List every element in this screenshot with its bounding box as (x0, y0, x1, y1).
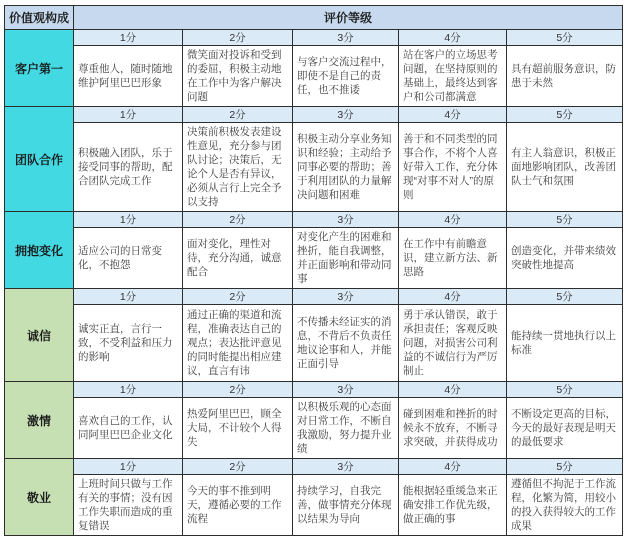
rating-desc-cell: 遵循但不拘泥于工作流程，化繁为简，用较小的投入获得较大的工作成果 (507, 475, 623, 536)
score-level-cell: 4分 (399, 107, 507, 123)
desc-row-dedication (5, 475, 623, 536)
value-label-teamwork: 团队合作 (5, 107, 74, 212)
desc-row-teamwork (5, 123, 623, 212)
score-level-cell: 3分 (293, 212, 399, 228)
score-level-cell: 2分 (183, 382, 293, 398)
score-row-embrace-change (5, 212, 623, 228)
rating-desc-cell: 站在客户的立场思考问题，在坚持原则的基础上，最终达到客户和公司都满意 (399, 46, 507, 107)
rating-desc-cell: 适应公司的日常变化，不抱怨 (74, 228, 183, 289)
desc-row-embrace-change (5, 228, 623, 289)
score-level-cell: 4分 (399, 459, 507, 475)
rating-desc-cell: 不传播未经证实的消息，不背后不负责任地议论事和人，并能正面引导 (293, 305, 399, 382)
desc-row-customer-first (5, 46, 623, 107)
rating-desc-cell: 决策前积极发表建设性意见，充分参与团队讨论；决策后，无论个人是否有异议，必须从言行上完全予以支持 (183, 123, 293, 212)
rating-desc-cell: 面对变化，理性对待，充分沟通，诚意配合 (183, 228, 293, 289)
rating-desc-cell: 碰到困难和挫折的时候永不放弃，不断寻求突破，并获得成功 (399, 398, 507, 459)
rating-desc-cell: 尊重他人，随时随地维护阿里巴巴形象 (74, 46, 183, 107)
rating-desc-cell: 持续学习，自我完善，做事情充分体现以结果为导向 (293, 475, 399, 536)
score-level-cell: 5分 (507, 289, 623, 305)
rating-desc-cell: 上班时间只做与工作有关的事情；没有因工作失职而造成的重复错误 (74, 475, 183, 536)
rating-desc-cell: 有主人翁意识，积极正面地影响团队，改善团队士气和氛围 (507, 123, 623, 212)
score-row-customer-first (5, 30, 623, 46)
score-level-cell: 4分 (399, 289, 507, 305)
dimension-header-cell: 价值观构成 (5, 6, 74, 30)
rating-desc-cell: 对变化产生的困难和挫折，能自我调整，并正面影响和带动同事 (293, 228, 399, 289)
rating-desc-cell: 能持续一贯地执行以上标准 (507, 305, 623, 382)
rating-desc-cell: 以积极乐观的心态面对日常工作，不断自我激励，努力提升业绩 (293, 398, 399, 459)
score-level-cell: 1分 (74, 382, 183, 398)
rating-header-cell: 评价等级 (74, 6, 623, 30)
score-level-cell: 1分 (74, 289, 183, 305)
value-label-embrace-change: 拥抱变化 (5, 212, 74, 289)
score-level-cell: 5分 (507, 107, 623, 123)
score-level-cell: 1分 (74, 212, 183, 228)
rating-desc-cell: 不断设定更高的目标，今天的最好表现是明天的最低要求 (507, 398, 623, 459)
score-level-cell: 1分 (74, 107, 183, 123)
rating-desc-cell: 今天的事不推到明天，遵循必要的工作流程 (183, 475, 293, 536)
desc-row-integrity (5, 305, 623, 382)
rating-desc-cell: 勇于承认错误，敢于承担责任；客观反映问题，对损害公司利益的不诚信行为严厉制止 (399, 305, 507, 382)
score-level-cell: 2分 (183, 289, 293, 305)
score-level-cell: 3分 (293, 459, 399, 475)
rating-desc-cell: 在工作中有前瞻意识，建立新方法、新思路 (399, 228, 507, 289)
score-level-cell: 5分 (507, 30, 623, 46)
score-level-cell: 5分 (507, 382, 623, 398)
rating-desc-cell: 通过正确的渠道和流程，准确表达自己的观点；表达批评意见的同时能提出相应建议，直言有讳 (183, 305, 293, 382)
value-label-integrity: 诚信 (5, 289, 74, 382)
score-level-cell: 2分 (183, 459, 293, 475)
score-level-cell: 4分 (399, 382, 507, 398)
score-level-cell: 3分 (293, 289, 399, 305)
value-label-dedication: 敬业 (5, 459, 74, 536)
rating-desc-cell: 热爱阿里巴巴，顾全大局，不计较个人得失 (183, 398, 293, 459)
value-label-passion: 激情 (5, 382, 74, 459)
score-level-cell: 5分 (507, 212, 623, 228)
score-level-cell: 3分 (293, 382, 399, 398)
table-header-row (5, 6, 623, 30)
rating-desc-cell: 创造变化，并带来绩效突破性地提高 (507, 228, 623, 289)
score-level-cell: 4分 (399, 30, 507, 46)
score-level-cell: 2分 (183, 107, 293, 123)
rating-desc-cell: 积极融入团队，乐于接受同事的帮助，配合团队完成工作 (74, 123, 183, 212)
score-row-teamwork (5, 107, 623, 123)
score-row-integrity (5, 289, 623, 305)
rating-desc-cell: 诚实正直，言行一致，不受利益和压力的影响 (74, 305, 183, 382)
rating-desc-cell: 能根据轻重缓急来正确安排工作优先级，做正确的事 (399, 475, 507, 536)
score-row-dedication (5, 459, 623, 475)
score-row-passion (5, 382, 623, 398)
score-level-cell: 2分 (183, 212, 293, 228)
score-level-cell: 4分 (399, 212, 507, 228)
desc-row-passion (5, 398, 623, 459)
rating-desc-cell: 积极主动分享业务知识和经验；主动给予同事必要的帮助；善于利用团队的力量解决问题和困难 (293, 123, 399, 212)
rating-desc-cell: 喜欢自己的工作，认同阿里巴巴企业文化 (74, 398, 183, 459)
rating-desc-cell: 与客户交流过程中，即使不是自己的责任，也不推诿 (293, 46, 399, 107)
score-level-cell: 5分 (507, 459, 623, 475)
score-level-cell: 1分 (74, 30, 183, 46)
rating-desc-cell: 具有超前服务意识，防患于未然 (507, 46, 623, 107)
score-level-cell: 1分 (74, 459, 183, 475)
rating-desc-cell: 微笑面对投诉和受到的委屈，积极主动地在工作中为客户解决问题 (183, 46, 293, 107)
score-level-cell: 2分 (183, 30, 293, 46)
value-label-customer-first: 客户第一 (5, 30, 74, 107)
score-level-cell: 3分 (293, 107, 399, 123)
rating-desc-cell: 善于和不同类型的同事合作，不将个人喜好带入工作，充分体现“对事不对人”的原则 (399, 123, 507, 212)
score-level-cell: 3分 (293, 30, 399, 46)
values-rating-table (4, 5, 623, 536)
